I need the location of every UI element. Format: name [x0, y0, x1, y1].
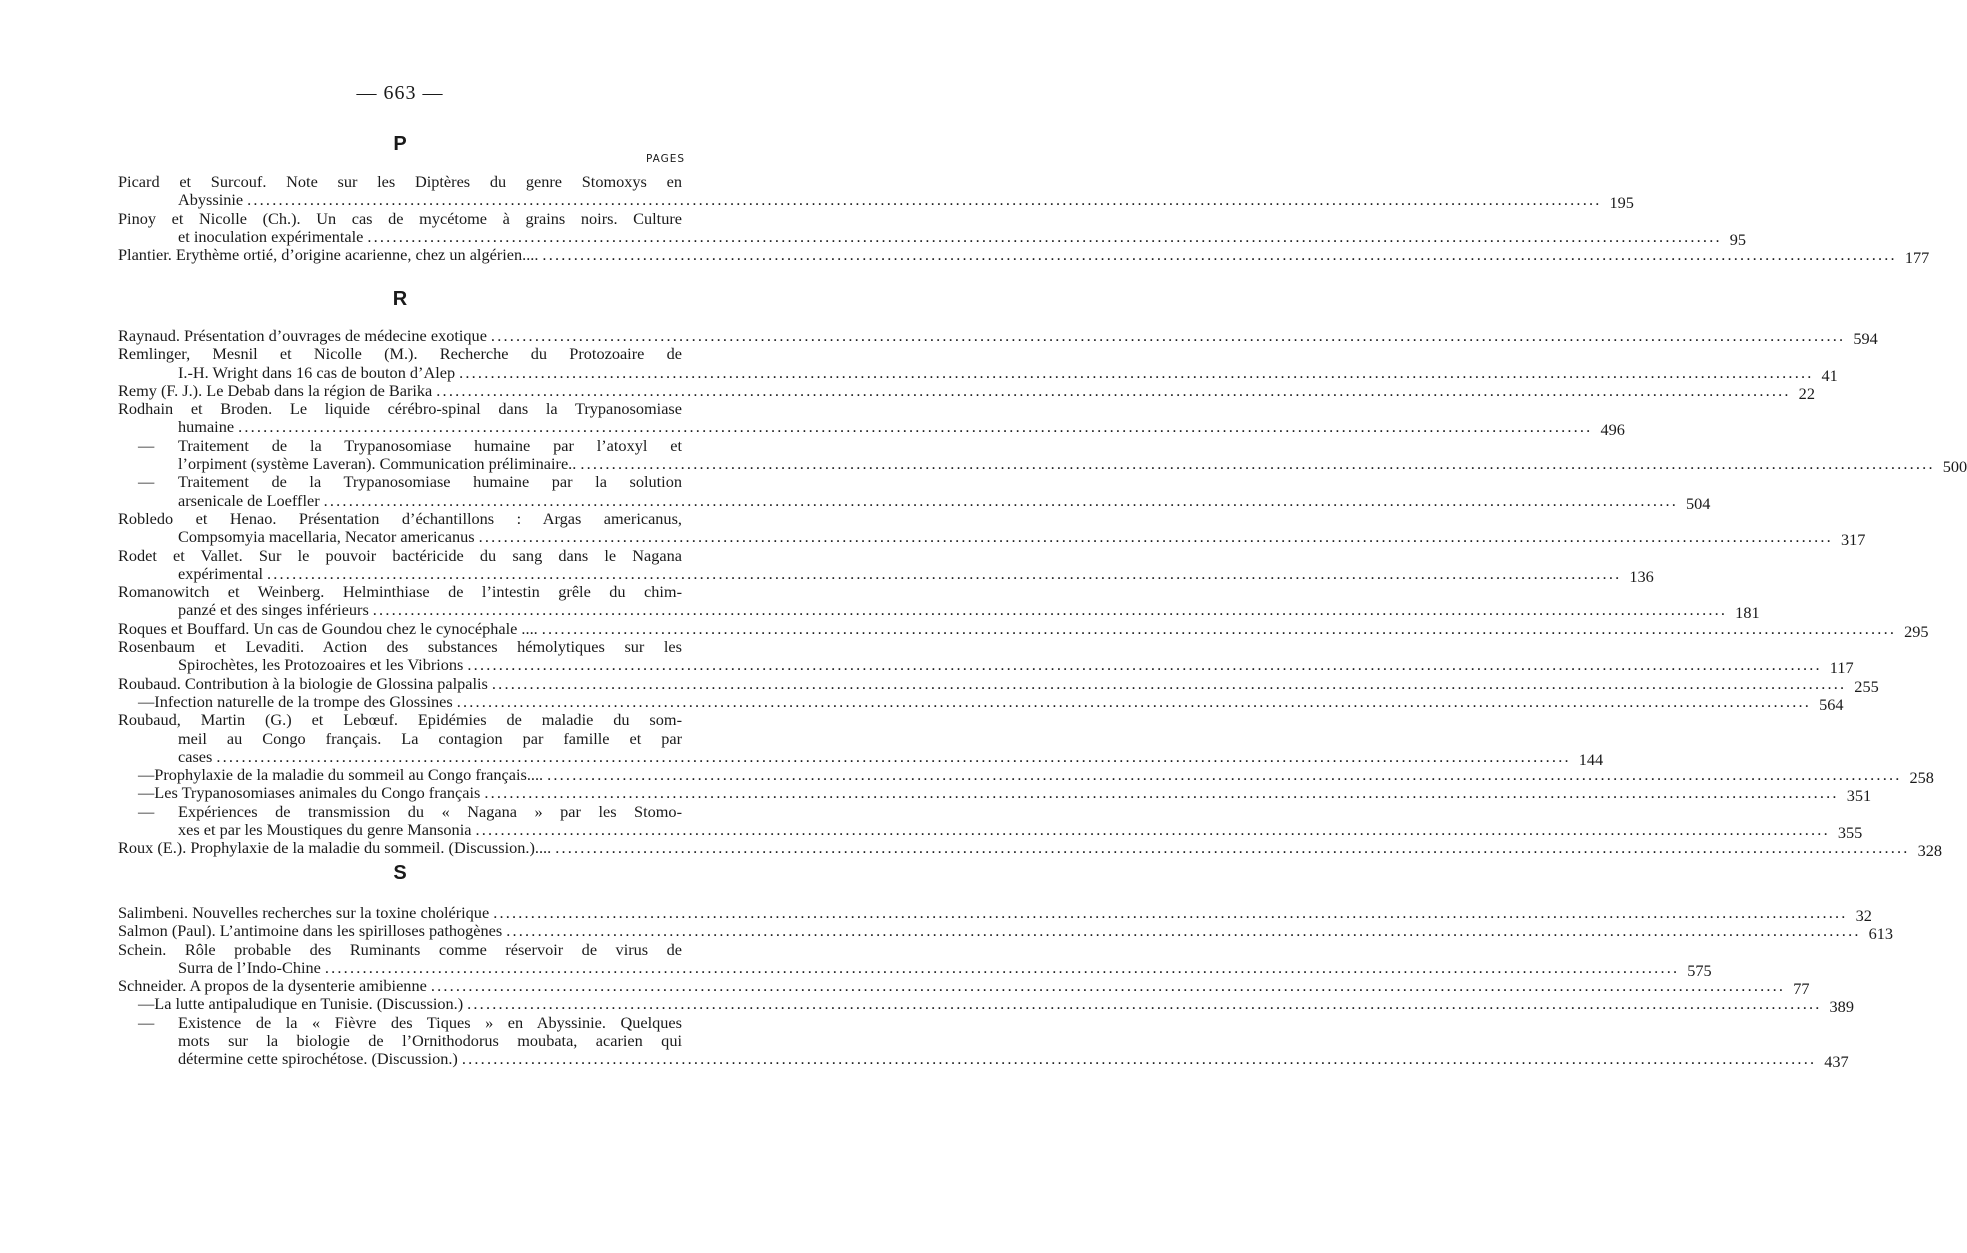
- entry-text: La lutte antipaludique en Tunisie. (Discussion.): [154, 994, 464, 1014]
- entry-line: [118, 673, 1879, 696]
- entry-line: [118, 838, 1942, 861]
- entry-line: [118, 600, 1760, 623]
- repeat-author-dash: —: [138, 801, 155, 821]
- index-entry: [118, 208, 1747, 249]
- entry-text: Prophylaxie de la maladie du sommeil au Congo français....: [154, 765, 544, 785]
- entry-text: Les Trypanosomiases animales du Congo français: [154, 783, 481, 803]
- index-entry: [118, 801, 1863, 843]
- entry-text: et inoculation expérimentale: [178, 226, 364, 246]
- dot-leader: [467, 995, 1821, 1013]
- page-reference: 32: [1855, 906, 1872, 925]
- entry-line: [118, 691, 1844, 714]
- entry-text: détermine cette spirochétose. (Discussion.): [178, 1049, 458, 1069]
- dot-leader: [493, 904, 1847, 922]
- page-reference: 177: [1904, 248, 1930, 268]
- entry-line: [118, 783, 1872, 806]
- index-entry: [118, 545, 1654, 586]
- page-reference: 295: [1904, 621, 1929, 641]
- repeat-author-dash: —: [138, 691, 155, 711]
- section-letter-r: R: [392, 288, 408, 310]
- dot-leader: [238, 418, 1592, 436]
- page-reference: 355: [1837, 823, 1863, 843]
- index-entry: [118, 783, 1872, 806]
- index-entry: [118, 637, 1854, 678]
- entry-line: [118, 957, 1712, 980]
- entry-line: [118, 190, 1634, 213]
- page-reference: 500: [1942, 457, 1967, 477]
- entry-line: [118, 454, 1967, 477]
- index-entry: [118, 673, 1879, 696]
- entry-line: [118, 921, 1894, 944]
- dot-leader: [475, 821, 1829, 839]
- entry-line: [118, 326, 1878, 348]
- page-reference: 258: [1909, 768, 1934, 788]
- page-number: — 663 —: [356, 82, 444, 104]
- entry-text: Remlinger, Mesnil et Nicolle (M.). Recherche du Protozoaire de: [118, 344, 682, 364]
- dot-leader: [373, 601, 1727, 619]
- repeat-author-dash: —: [138, 1012, 155, 1032]
- entry-line: [118, 638, 682, 656]
- entry-text: cases: [178, 746, 213, 766]
- dot-leader: [479, 528, 1833, 546]
- page-reference: 117: [1829, 658, 1854, 678]
- index-entry: [118, 326, 1878, 348]
- dot-leader: [542, 620, 1896, 638]
- page-reference: 351: [1846, 786, 1872, 806]
- entry-line: [118, 1014, 682, 1032]
- entry-line: [118, 245, 1930, 268]
- index-entry: [118, 921, 1894, 944]
- dot-leader: [462, 1050, 1816, 1068]
- index-entry: [118, 508, 1866, 550]
- page-reference: 255: [1854, 676, 1879, 696]
- entry-line: [118, 490, 1711, 513]
- index-entry: [118, 903, 1872, 925]
- entry-line: [118, 362, 1838, 385]
- page-reference: 181: [1735, 603, 1760, 623]
- page-reference: 594: [1853, 329, 1878, 348]
- repeat-author-dash: —: [138, 765, 155, 785]
- entry-text: Raynaud. Présentation d’ouvrages de médecine exotique: [118, 326, 487, 345]
- entry-line: [118, 527, 1866, 550]
- entry-line: [118, 547, 682, 565]
- dot-leader: [467, 656, 1821, 674]
- dot-leader: [431, 977, 1785, 995]
- entry-text: humaine: [178, 417, 235, 437]
- page-reference: 317: [1840, 530, 1866, 550]
- dot-leader: [457, 693, 1811, 711]
- entry-text: Traitement de la Trypanosomiase humaine par l’atoxyl et: [178, 435, 682, 455]
- index-entry: [118, 618, 1929, 641]
- entry-text: xes et par les Moustiques du genre Mansonia: [178, 820, 472, 840]
- entry-text: Spirochètes, les Protozoaires et les Vibrions: [178, 655, 464, 675]
- entry-text: Salmon (Paul). L’antimoine dans les spirilloses pathogènes: [118, 921, 503, 941]
- entry-line: [118, 1032, 682, 1050]
- entry-line: [118, 711, 682, 729]
- entry-text: Roubaud, Martin (G.) et Lebœuf. Epidémies de maladie du som-: [118, 710, 682, 730]
- entry-line: [118, 380, 1815, 403]
- entry-text: Surra de l’Indo-Chine: [178, 957, 321, 977]
- dot-leader: [580, 455, 1934, 473]
- index-entry: [118, 939, 1712, 980]
- index-entry: [118, 172, 1634, 213]
- section-s: [118, 903, 1894, 1072]
- entry-text: Roux (E.). Prophylaxie de la maladie du sommeil. (Discussion.)....: [118, 838, 552, 858]
- entry-line: [118, 655, 1854, 678]
- page-reference: 575: [1687, 960, 1712, 980]
- entry-line: [118, 803, 682, 821]
- entry-line: [118, 473, 682, 491]
- entry-line: [118, 583, 682, 601]
- entry-line: [118, 730, 682, 748]
- entry-line: [118, 976, 1810, 999]
- section-r: [118, 326, 1967, 861]
- entry-text: Expériences de transmission du « Nagana » par les Stomo-: [178, 801, 682, 821]
- entry-line: [118, 437, 682, 455]
- dot-leader: [325, 959, 1679, 977]
- entry-text: meil au Congo français. La contagion par famille et par: [178, 728, 682, 748]
- page-reference: 195: [1609, 193, 1634, 213]
- entry-text: Romanowitch et Weinberg. Helminthiase de l’intestin grêle du chim-: [118, 582, 682, 602]
- dot-leader: [484, 784, 1838, 802]
- entry-text: Salimbeni. Nouvelles recherches sur la toxine cholérique: [118, 903, 490, 922]
- entry-line: [118, 400, 682, 418]
- entry-line: [118, 226, 1747, 249]
- repeat-author-dash: —: [138, 472, 155, 492]
- repeat-author-dash: —: [138, 435, 155, 455]
- index-entry: [118, 710, 1604, 769]
- index-entry: [118, 976, 1810, 999]
- entry-text: mots sur la biologie de l’Ornithodorus moubata, acarien qui: [178, 1031, 682, 1051]
- entry-text: Rosenbaum et Levaditi. Action des substances hémolytiques sur les: [118, 637, 682, 657]
- page-reference: 77: [1793, 979, 1810, 999]
- entry-text: panzé et des singes inférieurs: [178, 600, 369, 620]
- dot-leader: [324, 492, 1678, 510]
- page-reference: 504: [1686, 493, 1711, 513]
- entry-line: [118, 903, 1872, 925]
- entry-line: [118, 618, 1929, 641]
- entry-text: arsenicale de Loeffler: [178, 490, 320, 510]
- entry-text: Schein. Rôle probable des Ruminants comme réservoir de virus de: [118, 939, 682, 959]
- dot-leader: [367, 228, 1721, 246]
- index-entry: [118, 994, 1854, 1017]
- index-entry: [118, 380, 1815, 403]
- dot-leader: [459, 364, 1813, 382]
- page-reference: 389: [1829, 997, 1854, 1017]
- entry-line: [118, 510, 682, 528]
- dot-leader: [436, 382, 1790, 400]
- entry-text: Robledo et Henao. Présentation d’échantillons : Argas americanus,: [118, 508, 682, 528]
- entry-text: Plantier. Erythème ortié, d’origine acarienne, chez un algérien....: [118, 245, 539, 265]
- entry-text: Traitement de la Trypanosomiase humaine par la solution: [178, 472, 682, 492]
- entry-text: Rodhain et Broden. Le liquide cérébro-spinal dans la Trypanosomiase: [118, 399, 682, 419]
- entry-line: [118, 345, 682, 363]
- entry-text: Compsomyia macellaria, Necator americanus: [178, 527, 475, 547]
- entry-line: [118, 765, 1934, 788]
- entry-text: Roubaud. Contribution à la biologie de Glossina palpalis: [118, 673, 488, 693]
- entry-text: Rodet et Vallet. Sur le pouvoir bactéricide du sang dans le Nagana: [118, 545, 682, 565]
- entry-text: Remy (F. J.). Le Debab dans la région de Barika: [118, 380, 433, 400]
- index-entry: [118, 765, 1934, 788]
- index-entry: [118, 472, 1711, 513]
- entry-text: Pinoy et Nicolle (Ch.). Un cas de mycétome à grains noirs. Culture: [118, 208, 682, 228]
- entry-text: Existence de la « Fièvre des Tiques » en Abyssinie. Quelques: [178, 1012, 682, 1032]
- page-reference: 328: [1917, 841, 1942, 861]
- dot-leader: [555, 839, 1909, 857]
- dot-leader: [267, 565, 1621, 583]
- page-reference: 95: [1729, 229, 1747, 249]
- entry-line: [118, 820, 1863, 843]
- page-reference: 496: [1600, 420, 1625, 440]
- entry-text: Infection naturelle de la trompe des Glossines: [154, 691, 453, 711]
- dot-leader: [491, 327, 1845, 345]
- entry-line: [118, 210, 682, 228]
- dot-leader: [492, 675, 1846, 693]
- page-reference: 613: [1868, 924, 1894, 944]
- index-entry: [118, 245, 1930, 268]
- entry-line: [118, 417, 1625, 440]
- section-letter-p: P: [393, 133, 407, 155]
- entry-text: Abyssinie: [178, 190, 244, 210]
- dot-leader: [506, 922, 1860, 940]
- index-entry: [118, 838, 1942, 861]
- page-reference: 41: [1821, 365, 1838, 385]
- section-p: [118, 172, 1930, 268]
- repeat-author-dash: —: [138, 783, 155, 803]
- entry-line: [118, 1049, 1849, 1072]
- dot-leader: [542, 246, 1896, 264]
- entry-text: Schneider. A propos de la dysenterie amibienne: [118, 976, 427, 996]
- dot-leader: [247, 191, 1601, 209]
- entry-line: [118, 563, 1654, 586]
- index-entry: [118, 344, 1838, 385]
- index-entry: [118, 582, 1760, 623]
- entry-line: [118, 746, 1604, 769]
- index-entry: [118, 1012, 1849, 1072]
- entry-text: Picard et Surcouf. Note sur les Diptères du genre Stomoxys en: [118, 172, 682, 191]
- section-letter-s: S: [393, 862, 407, 884]
- page-reference: 564: [1819, 694, 1844, 714]
- index-entry: [118, 435, 1967, 477]
- page-reference: 437: [1824, 1052, 1849, 1072]
- dot-leader: [216, 748, 1570, 766]
- index-entry: [118, 691, 1844, 714]
- entry-text: l’orpiment (système Laveran). Communication préliminaire..: [178, 454, 577, 474]
- page-reference: 144: [1578, 749, 1604, 769]
- index-entry: [118, 399, 1625, 440]
- entry-line: [118, 941, 682, 959]
- repeat-author-dash: —: [138, 994, 155, 1014]
- entry-text: Roques et Bouffard. Un cas de Goundou chez le cynocéphale ....: [118, 618, 538, 638]
- pages-column-header: PAGES: [646, 153, 686, 165]
- page-reference: 22: [1798, 383, 1815, 403]
- entry-text: I.-H. Wright dans 16 cas de bouton d’Alep: [178, 362, 456, 382]
- entry-line: [118, 994, 1854, 1017]
- entry-text: expérimental: [178, 563, 263, 583]
- dot-leader: [547, 766, 1901, 784]
- entry-line: [118, 173, 682, 191]
- page-reference: 136: [1629, 566, 1654, 586]
